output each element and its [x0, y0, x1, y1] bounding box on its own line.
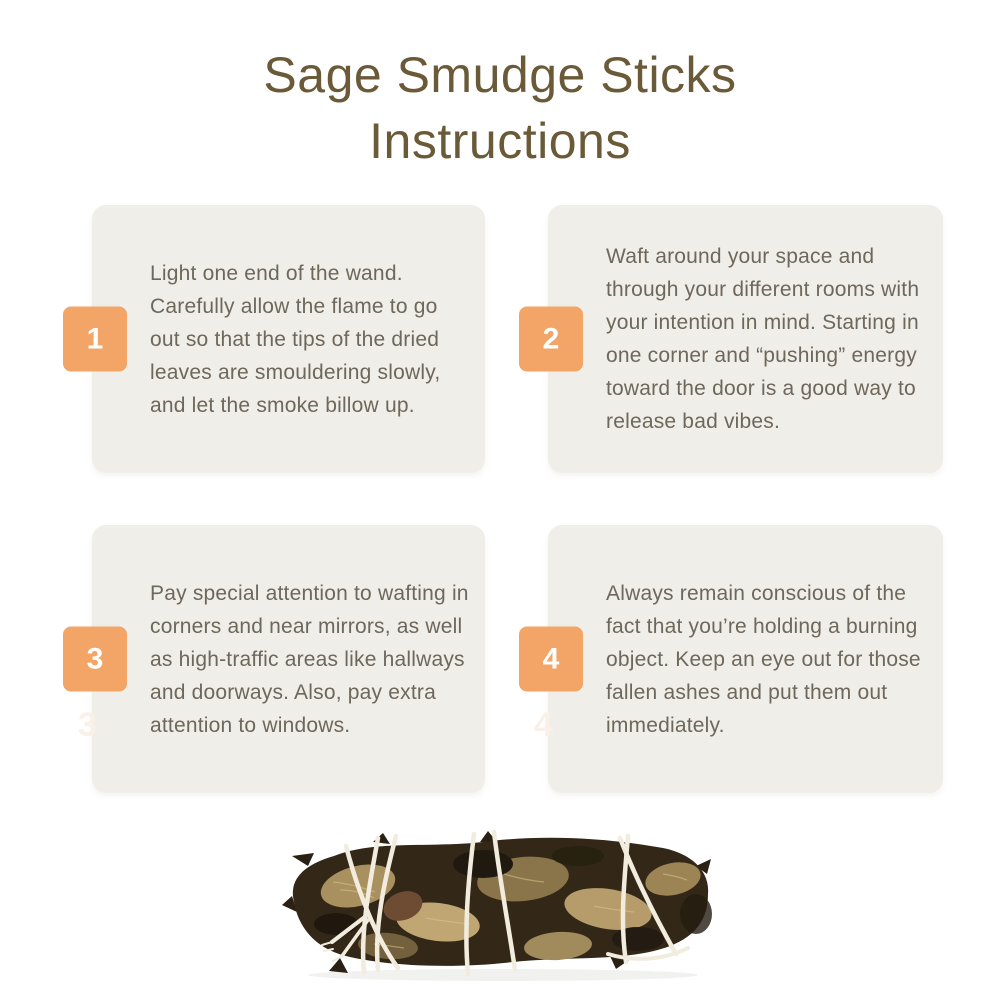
step-text-1: Light one end of the wand. Carefully allow the flame to go out so that the tips of the dried leaves are smouldering slowly, and let the smoke billow up. — [150, 261, 441, 417]
step-text-4: Always remain conscious of the fact that you’re holding a burning object. Keep an eye out for those fallen ashes and put them out immediately. — [606, 581, 921, 737]
smudge-stick-illustration — [278, 824, 718, 984]
sage-smudge-stick-image — [278, 824, 718, 984]
step-number-badge-4: 4 — [519, 627, 583, 692]
step-text-3: Pay special attention to wafting in corners and near mirrors, as well as high-traffic areas like hallways and doorways. Also, pay extra attention to windows. — [150, 581, 469, 737]
step-card-3 — [78, 525, 485, 793]
ghost-step-number-4: 4 — [534, 706, 553, 744]
step-card-4 — [534, 525, 943, 793]
step-number-badge-2: 2 — [519, 307, 583, 372]
step-text-2: Waft around your space and through your different rooms with your intention in mind. Starting in one corner and “pushing” energy toward the door is a good way to release bad vibes. — [606, 245, 920, 433]
ghost-step-number-3: 3 — [78, 706, 97, 744]
step-card-2 — [542, 205, 943, 473]
step-card-1 — [86, 205, 485, 473]
step-number-badge-1: 1 — [63, 307, 127, 372]
page-title-line-1: Sage Smudge Sticks — [263, 47, 737, 103]
page-title — [0, 42, 1000, 174]
page-title-line-2: Instructions — [369, 113, 631, 169]
step-number-badge-3: 3 — [63, 627, 127, 692]
